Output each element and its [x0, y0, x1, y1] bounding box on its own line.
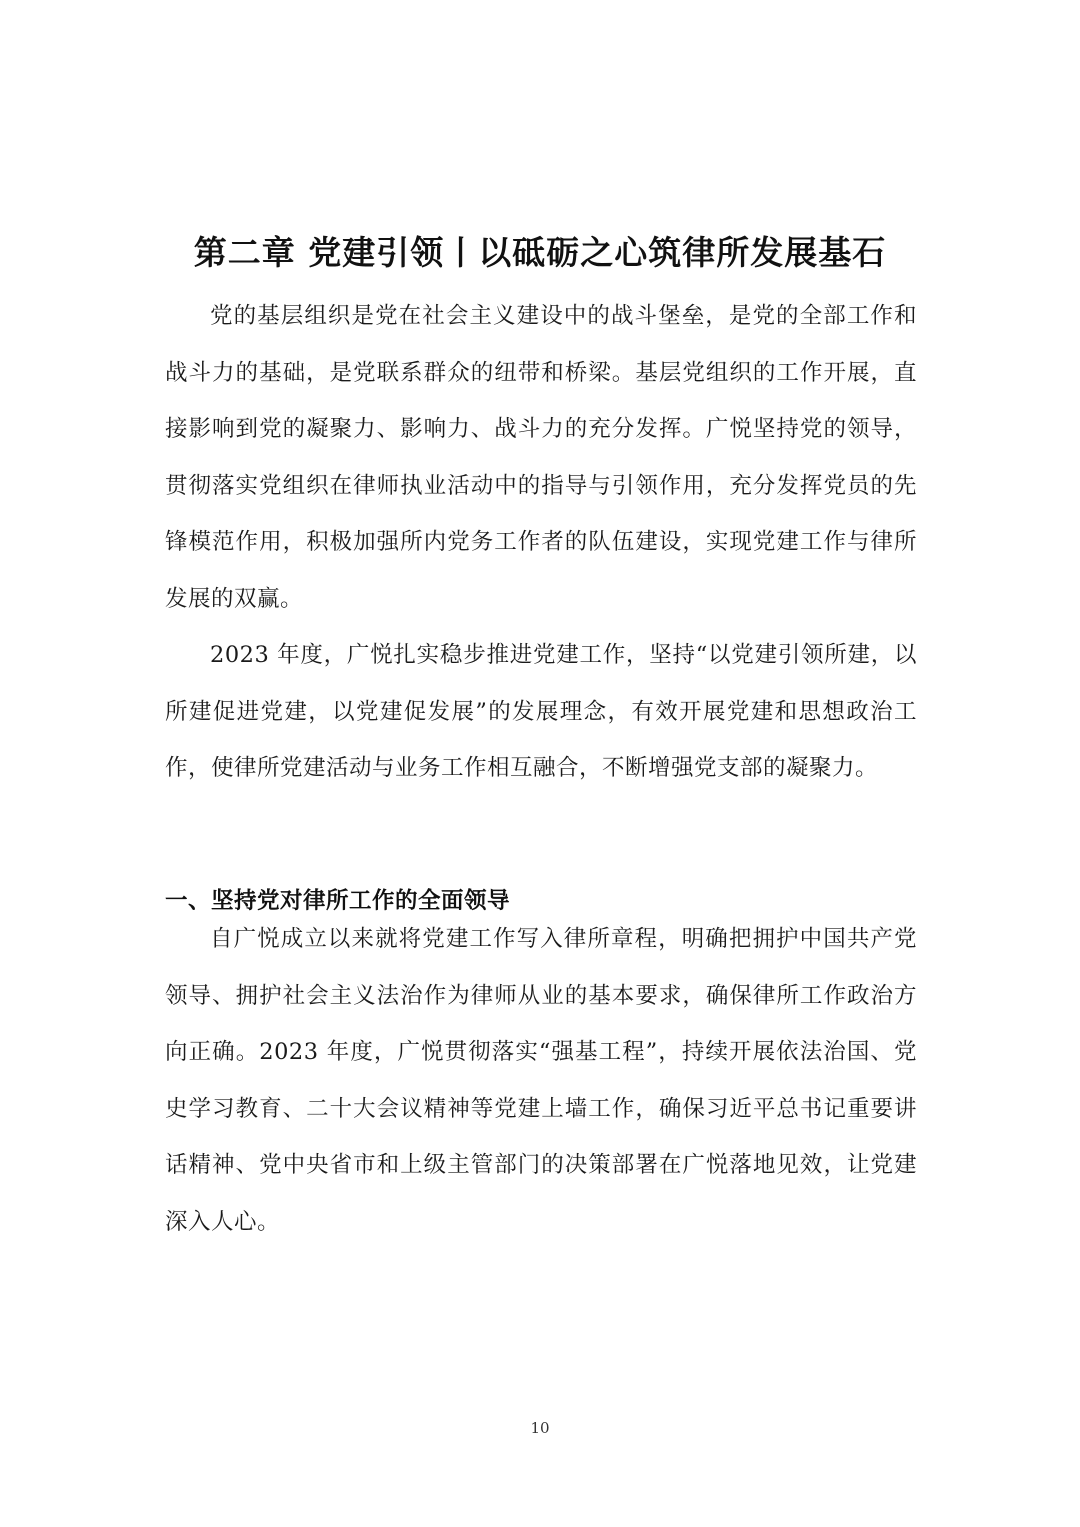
- intro-text-block: [165, 288, 917, 797]
- body-paragraph: 2023 年度，广悦扎实稳步推进党建工作，坚持“以党建引领所建，以所建促进党建，以党建促发展”的发展理念，有效开展党建和思想政治工作，使律所党建活动与业务工作相互融合，不断增强党支部的凝聚力。: [165, 642, 917, 781]
- chapter-title: 第二章 党建引领丨以砥砺之心筑律所发展基石: [193, 233, 887, 273]
- section-heading: 一、坚持党对律所工作的全面领导: [165, 887, 511, 914]
- section-text-block: [165, 911, 917, 1250]
- page-number: 10: [530, 1419, 550, 1437]
- body-paragraph: 党的基层组织是党在社会主义建设中的战斗堡垒，是党的全部工作和战斗力的基础，是党联系群众的纽带和桥梁。基层党组织的工作开展，直接影响到党的凝聚力、影响力、战斗力的充分发挥。广悦坚持党的领导，贯彻落实党组织在律师执业活动中的指导与引领作用，充分发挥党员的先锋模范作用，积极加强所内党务工作者的队伍建设，实现党建工作与律所发展的双赢。: [165, 303, 917, 612]
- body-paragraph: 自广悦成立以来就将党建工作写入律所章程，明确把拥护中国共产党领导、拥护社会主义法治作为律师从业的基本要求，确保律所工作政治方向正确。2023 年度，广悦贯彻落实“强基工程”，持续开展依法治国、党史学习教育、二十大会议精神等党建上墙工作，确保习近平总书记重要讲话精神、党中央省市和上级主管部门的决策部署在广悦落地见效，让党建深入人心。: [165, 926, 917, 1235]
